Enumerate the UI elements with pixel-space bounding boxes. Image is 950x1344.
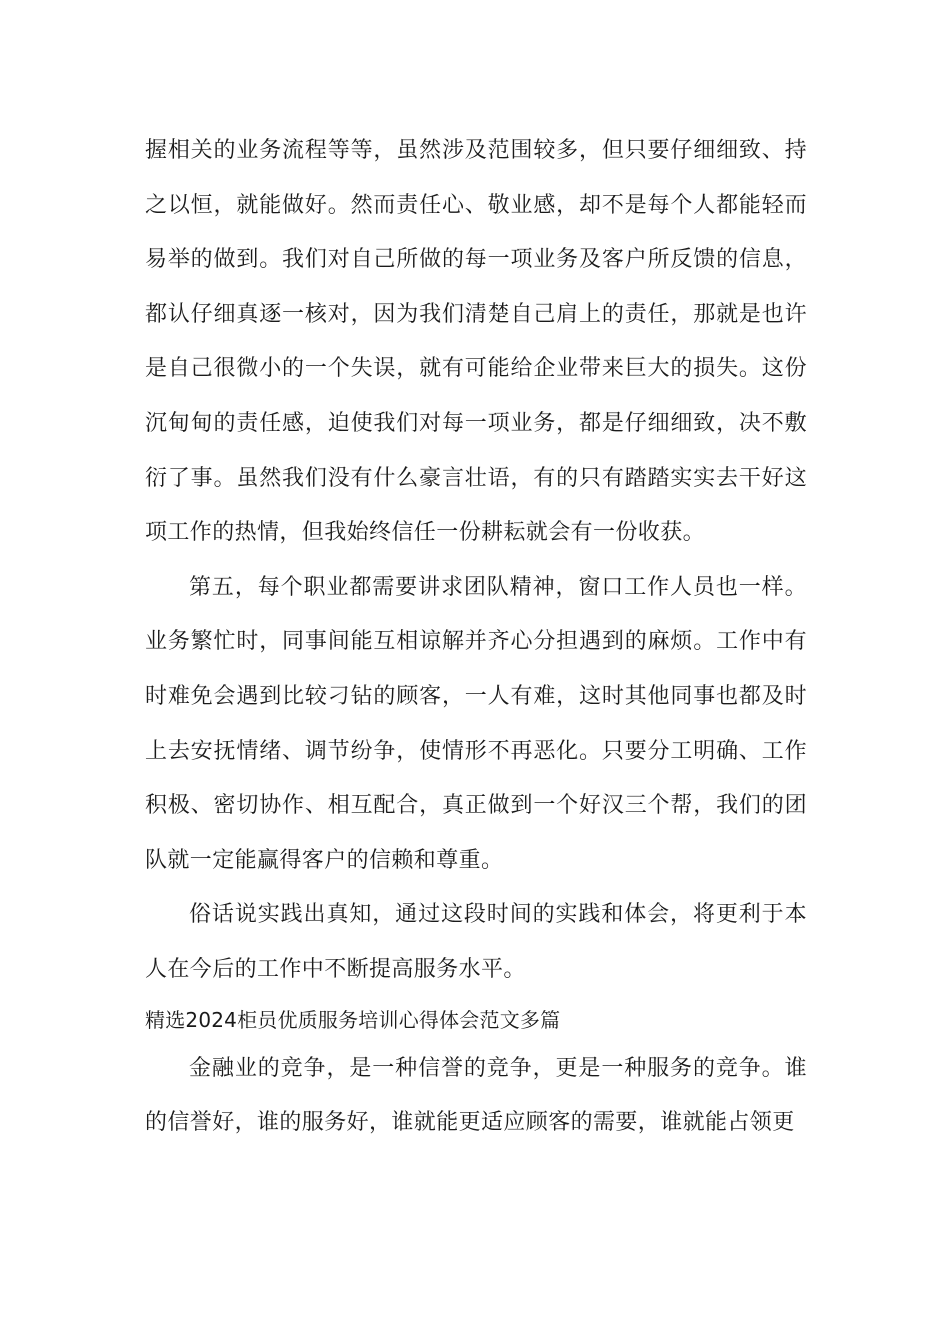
paragraph-practice: 俗话说实践出真知，通过这段时间的实践和体会，将更利于本人在今后的工作中不断提高服务水平。 xyxy=(145,902,807,982)
paragraph-continued: 握相关的业务流程等等，虽然涉及范围较多，但只要仔细细致、持之以恒，就能做好。然而责任心、敬业感，却不是每个人都能轻而易举的做到。我们对自己所做的每一项业务及客户所反馈的信息，都认仔细真逐一核对，因为我们清楚自己肩上的责任，那就是也许是自己很微小的一个失误，就有可能给企业带来巨大的损失。这份沉甸甸的责任感，迫使我们对每一项业务，都是仔细细致，决不敷衍了事。虽然我们没有什么豪言壮语，有的只有踏踏实实去干好这项工作的热情，但我始终信任一份耕耘就会有一份收获。 xyxy=(145,138,807,546)
paragraph-finance-competition: 金融业的竞争，是一种信誉的竞争，更是一种服务的竞争。谁的信誉好，谁的服务好，谁就能更适应顾客的需要，谁就能占领更 xyxy=(145,1055,807,1136)
section-heading: 精选2024柜员优质服务培训心得体会范文多篇 xyxy=(145,1007,561,1032)
paragraph-team-spirit: 第五，每个职业都需要讲求团队精神，窗口工作人员也一样。业务繁忙时，同事间能互相谅解并齐心分担遇到的麻烦。工作中有时难免会遇到比较刁钻的顾客，一人有难，这时其他同事也都及时上去安抚情绪、调节纷争，使情形不再恶化。只要分工明确、工作积极、密切协作、相互配合，真正做到一个好汉三个帮，我们的团队就一定能赢得客户的信赖和尊重。 xyxy=(145,574,807,873)
document-body xyxy=(145,124,807,1151)
